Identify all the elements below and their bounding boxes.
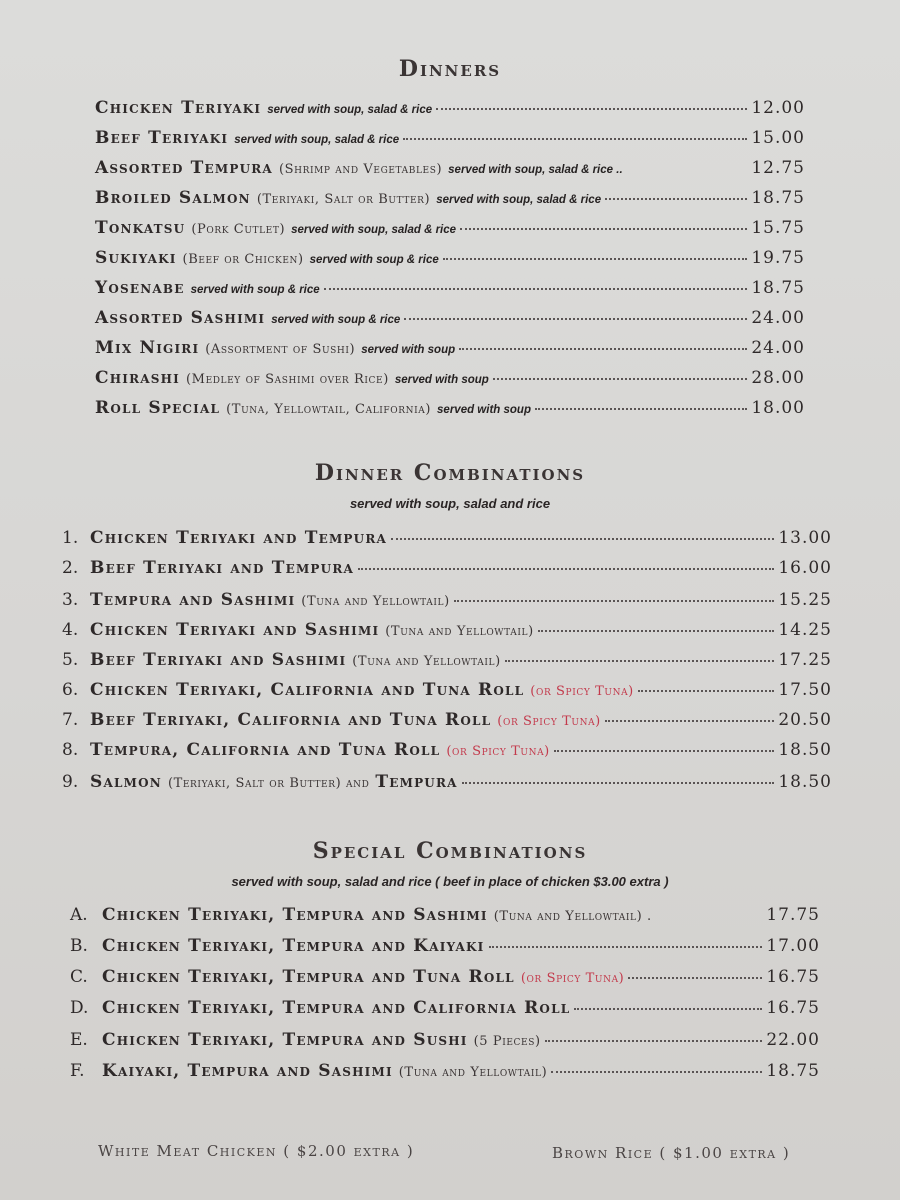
dinner-item [95, 368, 805, 392]
combo-item [62, 710, 832, 734]
dish-desc: served with soup, salad & rice .. [448, 164, 623, 176]
dish-note: (Assortment of Sushi) [205, 342, 356, 357]
dish-price: 18.00 [751, 398, 805, 418]
combo-number: 9. [62, 772, 79, 792]
dish-name: Chicken Teriyaki [95, 98, 262, 118]
combo-name: Beef Teriyaki, California and Tuna Roll [90, 710, 492, 730]
special-price: 17.00 [766, 936, 820, 956]
combo-price: 13.00 [778, 528, 832, 548]
combo-item [62, 590, 832, 614]
special-name: Chicken Teriyaki, Tempura and California Roll [102, 998, 571, 1018]
leader-dots [493, 377, 748, 380]
dish-note: (Tuna, Yellowtail, California) [226, 402, 432, 417]
dinner-item [95, 248, 805, 272]
combo-item [62, 740, 832, 764]
leader-dots [535, 407, 747, 410]
combo-number: 4. [62, 620, 79, 640]
dish-note: (Pork Cutlet) [191, 222, 286, 237]
special-price: 17.75 [766, 905, 820, 925]
combo-name: Beef Teriyaki and Tempura [90, 558, 355, 578]
combo-item [62, 558, 832, 582]
dish-note: (Shrimp and Vegetables) [278, 162, 443, 177]
dish-desc: served with soup, salad & rice [234, 134, 400, 146]
leader-dots [462, 781, 775, 784]
combo-number: 3. [62, 590, 79, 610]
leader-dots [454, 599, 775, 602]
special-combinations-subtitle: served with soup, salad and rice ( beef in place of chicken $3.00 extra ) [231, 874, 669, 889]
combo-number: 7. [62, 710, 79, 730]
combo-name: Tempura and Sashimi [90, 590, 296, 610]
combo-price: 16.00 [778, 558, 832, 578]
special-name: Chicken Teriyaki, Tempura and Tuna Roll [102, 967, 515, 987]
combo-red-note: (or Spicy Tuna) [446, 744, 550, 759]
combo-item [62, 528, 832, 552]
dinner-item [95, 188, 805, 212]
leader-dots [627, 169, 748, 170]
dish-name: Assorted Tempura [95, 158, 273, 178]
leader-dots [459, 347, 747, 350]
combo-name: Chicken Teriyaki and Tempura [90, 528, 388, 548]
leader-dots [358, 567, 774, 570]
leader-dots [436, 107, 747, 110]
dish-desc: served with soup & rice [309, 254, 439, 266]
dish-price: 18.75 [751, 188, 805, 208]
combo-name: Chicken Teriyaki, California and Tuna Roll [90, 680, 525, 700]
leader-dots [605, 197, 747, 200]
leader-dots [391, 537, 774, 540]
special-red-note: (or Spicy Tuna) [520, 971, 625, 986]
dish-desc: served with soup & rice [190, 284, 320, 296]
dish-name: Yosenabe [95, 278, 185, 298]
dish-name: Broiled Salmon [95, 188, 251, 208]
combo-red-note: (or Spicy Tuna) [497, 714, 601, 729]
leader-dots [403, 137, 747, 140]
special-item [70, 936, 820, 960]
special-item [70, 905, 820, 929]
combo-price: 17.25 [778, 650, 832, 670]
dish-price: 12.00 [751, 98, 805, 118]
special-letter: E. [70, 1030, 88, 1050]
combo-item [62, 772, 832, 796]
leader-dots [443, 257, 748, 260]
leader-dots [574, 1007, 762, 1010]
dinner-combinations-title: Dinner Combinations [314, 460, 586, 486]
dish-name: Assorted Sashimi [95, 308, 266, 328]
special-item [70, 967, 820, 991]
leader-dots [545, 1039, 763, 1042]
combo-price: 15.25 [778, 590, 832, 610]
dinner-item [95, 158, 805, 182]
combo-name: Beef Teriyaki and Sashimi [90, 650, 347, 670]
dish-name: Beef Teriyaki [95, 128, 229, 148]
dinner-item [95, 218, 805, 242]
dish-price: 15.75 [751, 218, 805, 238]
combo-number: 5. [62, 650, 79, 670]
special-price: 18.75 [766, 1061, 820, 1081]
special-item [70, 998, 820, 1022]
combo-price: 17.50 [778, 680, 832, 700]
dinner-item [95, 308, 805, 332]
special-note: (Tuna and Yellowtail) . [493, 909, 652, 924]
combo-item [62, 680, 832, 704]
leader-dots [605, 719, 774, 722]
dish-note: (Medley of Sashimi over Rice) [185, 372, 389, 387]
dish-name: Sukiyaki [95, 248, 177, 268]
dinner-item [95, 98, 805, 122]
dish-name: Mix Nigiri [95, 338, 200, 358]
combo-name: Salmon [90, 772, 162, 792]
combo-name-2: Tempura [375, 772, 458, 792]
special-note: (5 Pieces) [473, 1034, 541, 1049]
combo-note: (Teriyaki, Salt or Butter) and [167, 776, 370, 791]
dish-desc: served with soup, salad & rice [436, 194, 602, 206]
leader-dots [324, 287, 748, 290]
dish-price: 18.75 [751, 278, 805, 298]
leader-dots [628, 976, 762, 979]
leader-dots [404, 317, 747, 320]
special-letter: A. [70, 905, 88, 925]
combo-number: 6. [62, 680, 79, 700]
combo-name: Chicken Teriyaki and Sashimi [90, 620, 380, 640]
dish-name: Roll Special [95, 398, 221, 418]
combo-name: Tempura, California and Tuna Roll [90, 740, 441, 760]
dinner-item [95, 128, 805, 152]
special-letter: B. [70, 936, 88, 956]
dish-desc: served with soup, salad & rice [267, 104, 433, 116]
special-price: 16.75 [766, 998, 820, 1018]
special-letter: C. [70, 967, 88, 987]
special-item [70, 1061, 820, 1085]
special-letter: D. [70, 998, 89, 1018]
dish-note: (Beef or Chicken) [182, 252, 304, 267]
dinner-item [95, 278, 805, 302]
special-name: Chicken Teriyaki, Tempura and Kaiyaki [102, 936, 485, 956]
combo-item [62, 620, 832, 644]
dinner-item [95, 398, 805, 422]
dinner-combinations-subtitle: served with soup, salad and rice [349, 496, 551, 511]
leader-dots [505, 659, 775, 662]
special-letter: F. [70, 1061, 85, 1081]
special-name: Chicken Teriyaki, Tempura and Sashimi [102, 905, 488, 925]
dish-price: 15.00 [751, 128, 805, 148]
dish-desc: served with soup & rice [271, 314, 401, 326]
dish-note: (Teriyaki, Salt or Butter) [256, 192, 431, 207]
special-note: (Tuna and Yellowtail) [398, 1065, 548, 1080]
combo-price: 18.50 [778, 740, 832, 760]
combo-price: 20.50 [778, 710, 832, 730]
combo-number: 2. [62, 558, 79, 578]
dish-price: 24.00 [751, 308, 805, 328]
special-item [70, 1030, 820, 1054]
dinners-title: Dinners [398, 56, 502, 82]
special-name: Kaiyaki, Tempura and Sashimi [102, 1061, 393, 1081]
leader-dots [538, 629, 775, 632]
dish-desc: served with soup [437, 404, 531, 416]
combo-number: 8. [62, 740, 79, 760]
leader-dots [656, 916, 763, 917]
combo-note: (Tuna and Yellowtail) [385, 624, 534, 639]
footer-rice-note: Brown Rice ( $1.00 extra ) [552, 1144, 791, 1162]
dinner-item [95, 338, 805, 362]
combo-red-note: (or Spicy Tuna) [530, 684, 634, 699]
combo-price: 14.25 [778, 620, 832, 640]
special-price: 22.00 [766, 1030, 820, 1050]
footer-chicken-note: White Meat Chicken ( $2.00 extra ) [98, 1142, 415, 1160]
dish-price: 19.75 [751, 248, 805, 268]
leader-dots [489, 945, 763, 948]
dish-desc: served with soup [361, 344, 456, 356]
leader-dots [638, 689, 774, 692]
leader-dots [460, 227, 747, 230]
leader-dots [551, 1070, 762, 1073]
leader-dots [554, 749, 774, 752]
special-combinations-title: Special Combinations [312, 838, 588, 864]
dish-name: Chirashi [95, 368, 180, 388]
dish-name: Tonkatsu [95, 218, 186, 238]
combo-price: 18.50 [778, 772, 832, 792]
special-name: Chicken Teriyaki, Tempura and Sushi [102, 1030, 468, 1050]
dish-desc: served with soup [394, 374, 489, 386]
combo-item [62, 650, 832, 674]
special-price: 16.75 [766, 967, 820, 987]
combo-note: (Tuna and Yellowtail) [301, 594, 450, 609]
combo-note: (Tuna and Yellowtail) [352, 654, 501, 669]
combo-number: 1. [62, 528, 79, 548]
dish-price: 12.75 [751, 158, 805, 178]
dish-desc: served with soup, salad & rice [291, 224, 457, 236]
dish-price: 24.00 [751, 338, 805, 358]
dish-price: 28.00 [751, 368, 805, 388]
